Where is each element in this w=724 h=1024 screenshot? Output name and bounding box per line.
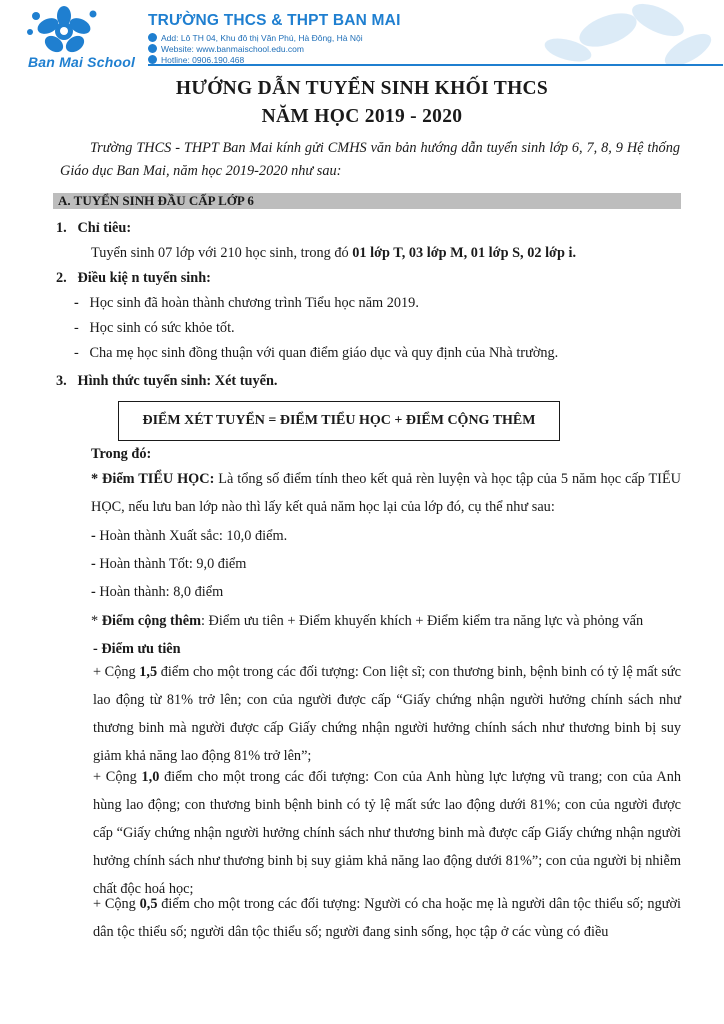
flower-watermark-icon	[488, 0, 718, 66]
priority-points: 1,0	[141, 769, 160, 785]
item-3-heading	[56, 373, 278, 390]
list-item: - Cha mẹ học sinh đồng thuận với quan điểm giáo dục và quy định của Nhà trường.	[74, 345, 559, 361]
formula-text: ĐIỂM XÉT TUYỂN = ĐIỂM TIỂU HỌC + ĐIỂM CỘNG THÊM	[142, 413, 536, 428]
school-name: TRƯỜNG THCS & THPT BAN MAI	[148, 12, 401, 29]
address-text: Add: Lô TH 04, Khu đô thị Văn Phú, Hà Đông, Hà Nội	[161, 32, 363, 43]
grade-item: - Hoàn thành: 8,0 điểm	[91, 584, 224, 600]
priority-item-3: + Cộng 0,5 điểm cho một trong các đối tượng: Người có cha hoặc mẹ là người dân tộc thiểu số; người dân tộc thiểu số; người dân tộc thiểu số; người đang sinh sống, học tập ở các vùng có điều	[93, 896, 681, 940]
primary-score-text: Là tổng số điểm tính theo kết quả rèn luyện và học tập của 5 năm học cấp TIỂU HỌC, nếu lưu ban lớp nào thì lấy kết quả năm học lại của lớp đó, cụ thể như sau:	[91, 471, 681, 515]
website-text: Website: www.banmaischool.edu.com	[161, 43, 304, 54]
grade-text: Hoàn thành Tốt: 9,0 điểm	[95, 556, 247, 572]
primary-score-paragraph	[91, 465, 681, 521]
bonus-score-line: * Điểm cộng thêm: Điểm ưu tiên + Điểm khuyến khích + Điểm kiểm tra năng lực và phỏng vấn	[91, 613, 644, 629]
priority-item-1: + Cộng 1,5 điểm cho một trong các đối tượng: Con liệt sĩ; con thương binh, bệnh binh có tỷ lệ mất sức lao động từ 81% trở lên; con của người được cấp “Giấy chứng nhận người hưởng chính sách như thương binh mà người được cấp Giấy chứng nhận người hưởng chính sách như thương binh bị suy giảm khả năng lao động 81% trở lên”;	[93, 664, 681, 764]
item-3-number: 3.	[56, 373, 67, 389]
item-3-title: Hình thức tuyển sinh: Xét tuyển.	[77, 373, 278, 389]
hotline-text: Hotline: 0906.190.468	[161, 54, 245, 65]
school-logo	[12, 6, 152, 72]
document-title: HƯỚNG DẪN TUYỂN SINH KHỐI THCS	[175, 78, 549, 99]
bonus-score-text: : Điểm ưu tiên + Điểm khuyến khích + Điểm kiểm tra năng lực và phỏng vấn	[201, 613, 644, 629]
where-label: Trong đó:	[91, 446, 152, 462]
condition-text: Học sinh đã hoàn thành chương trình Tiểu học năm 2019.	[89, 295, 419, 311]
logo-text: Ban Mai School	[28, 54, 136, 70]
priority-text: điểm cho một trong các đối tượng: Người có cha hoặc mẹ là người dân tộc thiểu số; người dân tộc thiểu số; người dân tộc thiểu số; người đang sinh sống, học tập ở các vùng có điều	[93, 896, 681, 940]
list-item: - Học sinh có sức khỏe tốt.	[74, 320, 235, 336]
list-item: - Học sinh đã hoàn thành chương trình Tiểu học năm 2019.	[74, 295, 419, 311]
item-1-heading	[56, 220, 131, 237]
condition-text: Cha mẹ học sinh đồng thuận với quan điểm giáo dục và quy định của Nhà trường.	[89, 345, 559, 361]
item-2-title: Điều kiệ n tuyển sinh:	[77, 270, 211, 286]
priority-text: điểm cho một trong các đối tượng: Con liệt sĩ; con thương binh, bệnh binh có tỷ lệ mất sức lao động từ 81% trở lên; con của người được cấp “Giấy chứng nhận người hưởng chính sách như thương binh mà người được cấp Giấy chứng nhận người hưởng chính sách như thương binh bị suy giảm khả năng lao động 81% trở lên”;	[93, 664, 681, 764]
grade-text: Hoàn thành: 8,0 điểm	[95, 584, 224, 600]
item-2-heading	[56, 270, 211, 287]
grade-item: - Hoàn thành Xuất sắc: 10,0 điểm.	[91, 528, 288, 544]
letterhead	[8, 6, 716, 70]
priority-points: 0,5	[139, 896, 158, 912]
grade-item: - Hoàn thành Tốt: 9,0 điểm	[91, 556, 247, 572]
formula-box	[118, 401, 560, 441]
phone-icon	[148, 55, 157, 64]
header-divider	[148, 64, 723, 66]
item-1-number: 1.	[56, 220, 67, 236]
document-subtitle: NĂM HỌC 2019 - 2020	[261, 106, 463, 127]
item-2-number: 2.	[56, 270, 67, 286]
location-icon	[148, 33, 157, 42]
quota-classes: 01 lớp T, 03 lớp M, 01 lớp S, 02 lớp i.	[352, 245, 577, 261]
priority-points: 1,5	[139, 664, 158, 680]
flower-logo-icon	[22, 6, 106, 56]
globe-icon	[148, 44, 157, 53]
priority-text: điểm cho một trong các đối tượng: Con của Anh hùng lực lượng vũ trang; con của Anh hùng lao động; con thương binh bệnh binh có tỷ lệ mất sức lao động dưới 81%; con của người được cấp “Giấy chứng nhận người hưởng chính sách như thương binh mà được cấp Giấy chứng nhận người hưởng chính sách như thương binh bị suy giảm khả năng lao động dưới 81%”; con của người bị nhiễm chất độc hoá học;	[93, 769, 681, 897]
item-1-title: Chỉ tiêu:	[77, 220, 132, 236]
primary-score-label: * Điểm TIỂU HỌC:	[91, 471, 215, 487]
bonus-score-label: Điểm cộng thêm	[101, 613, 201, 629]
priority-item-2: + Cộng 1,0 điểm cho một trong các đối tượng: Con của Anh hùng lực lượng vũ trang; con của Anh hùng lao động; con thương binh bệnh binh có tỷ lệ mất sức lao động dưới 81%; con của người được cấp “Giấy chứng nhận người hưởng chính sách như thương binh mà được cấp Giấy chứng nhận người hưởng chính sách như thương binh bị suy giảm khả năng lao động dưới 81%”; con của người bị nhiễm chất độc hoá học;	[93, 769, 681, 897]
item-1-text	[91, 245, 576, 262]
quota-text: Tuyển sinh 07 lớp với 210 học sinh, trong đó	[91, 245, 353, 261]
section-a-title: A. TUYỂN SINH ĐẦU CẤP LỚP 6	[58, 193, 254, 208]
grade-text: Hoàn thành Xuất sắc: 10,0 điểm.	[95, 528, 288, 544]
intro-paragraph: Trường THCS - THPT Ban Mai kính gửi CMHS văn bản hướng dẫn tuyển sinh lớp 6, 7, 8, 9 Hệ thống Giáo dục Ban Mai, năm học 2019-2020 như sau:	[60, 140, 680, 179]
priority-label: - Điểm ưu tiên	[93, 641, 181, 657]
condition-text: Học sinh có sức khỏe tốt.	[89, 320, 235, 336]
